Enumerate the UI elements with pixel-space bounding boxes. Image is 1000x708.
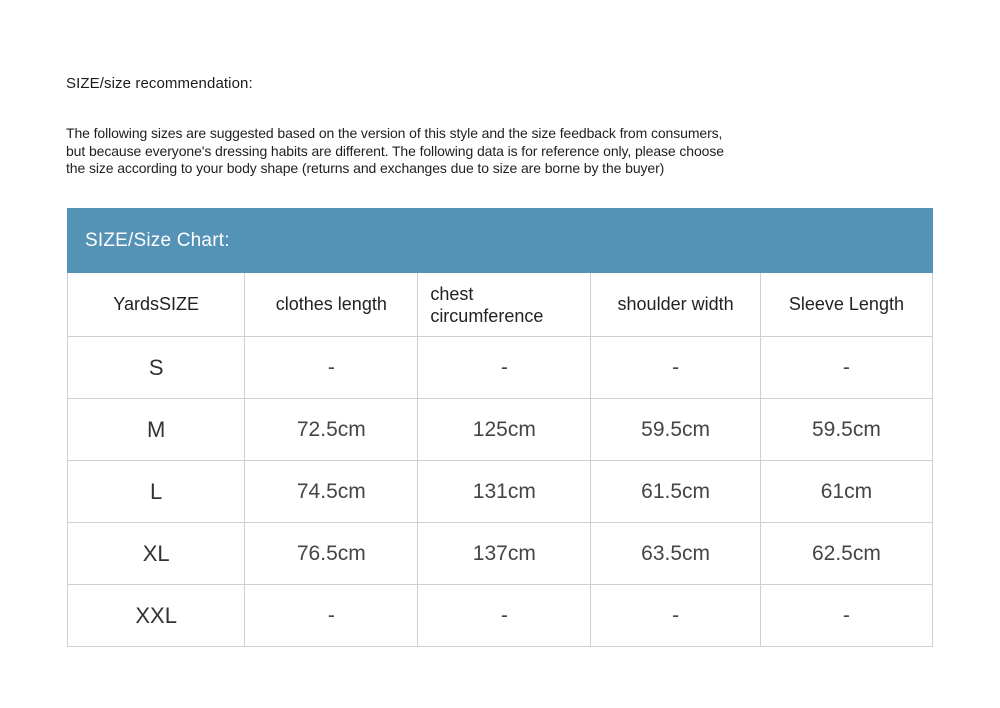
cell-size: M xyxy=(68,399,245,461)
table-header-row xyxy=(68,273,933,337)
cell-shoulder-width: 63.5cm xyxy=(591,523,761,585)
column-header-shoulder-width: shoulder width xyxy=(591,273,761,337)
cell-size: XL xyxy=(68,523,245,585)
column-header-size: YardsSIZE xyxy=(68,273,245,337)
cell-clothes-length: - xyxy=(245,585,418,647)
size-note-line-1: The following sizes are suggested based on the version of this style and the size feedback from consumers, xyxy=(66,125,723,141)
cell-sleeve-length: - xyxy=(760,585,932,647)
table-row-xxl xyxy=(68,585,933,647)
cell-sleeve-length: - xyxy=(760,337,932,399)
cell-clothes-length: 74.5cm xyxy=(245,461,418,523)
cell-clothes-length: 76.5cm xyxy=(245,523,418,585)
size-chart-title: SIZE/Size Chart: xyxy=(85,229,230,251)
cell-shoulder-width: - xyxy=(591,585,761,647)
cell-clothes-length: 72.5cm xyxy=(245,399,418,461)
cell-chest-circumference: - xyxy=(418,337,591,399)
size-chart-table xyxy=(67,273,933,647)
column-header-sleeve-length: Sleeve Length xyxy=(760,273,932,337)
cell-size: XXL xyxy=(68,585,245,647)
table-row-xl xyxy=(68,523,933,585)
size-note-line-2: but because everyone's dressing habits are different. The following data is for reference only, please choose xyxy=(66,142,724,159)
cell-chest-circumference: 137cm xyxy=(418,523,591,585)
size-note-line-3: the size according to your body shape (returns and exchanges due to size are borne by the buyer) xyxy=(66,160,665,176)
column-header-clothes-length: clothes length xyxy=(245,273,418,337)
column-header-chest-circumference: chest circumference xyxy=(418,273,591,337)
size-recommendation-heading: SIZE/size recommendation: xyxy=(66,75,253,92)
cell-shoulder-width: 61.5cm xyxy=(591,461,761,523)
cell-chest-circumference: - xyxy=(418,585,591,647)
table-row-s xyxy=(68,337,933,399)
size-chart-header-bar xyxy=(67,208,933,273)
cell-sleeve-length: 59.5cm xyxy=(760,399,932,461)
size-note-paragraph xyxy=(66,125,724,178)
cell-shoulder-width: - xyxy=(591,337,761,399)
cell-shoulder-width: 59.5cm xyxy=(591,399,761,461)
table-row-m xyxy=(68,399,933,461)
cell-chest-circumference: 131cm xyxy=(418,461,591,523)
cell-chest-circumference: 125cm xyxy=(418,399,591,461)
table-row-l xyxy=(68,461,933,523)
cell-sleeve-length: 61cm xyxy=(760,461,932,523)
cell-size: S xyxy=(68,337,245,399)
cell-clothes-length: - xyxy=(245,337,418,399)
cell-size: L xyxy=(68,461,245,523)
cell-sleeve-length: 62.5cm xyxy=(760,523,932,585)
